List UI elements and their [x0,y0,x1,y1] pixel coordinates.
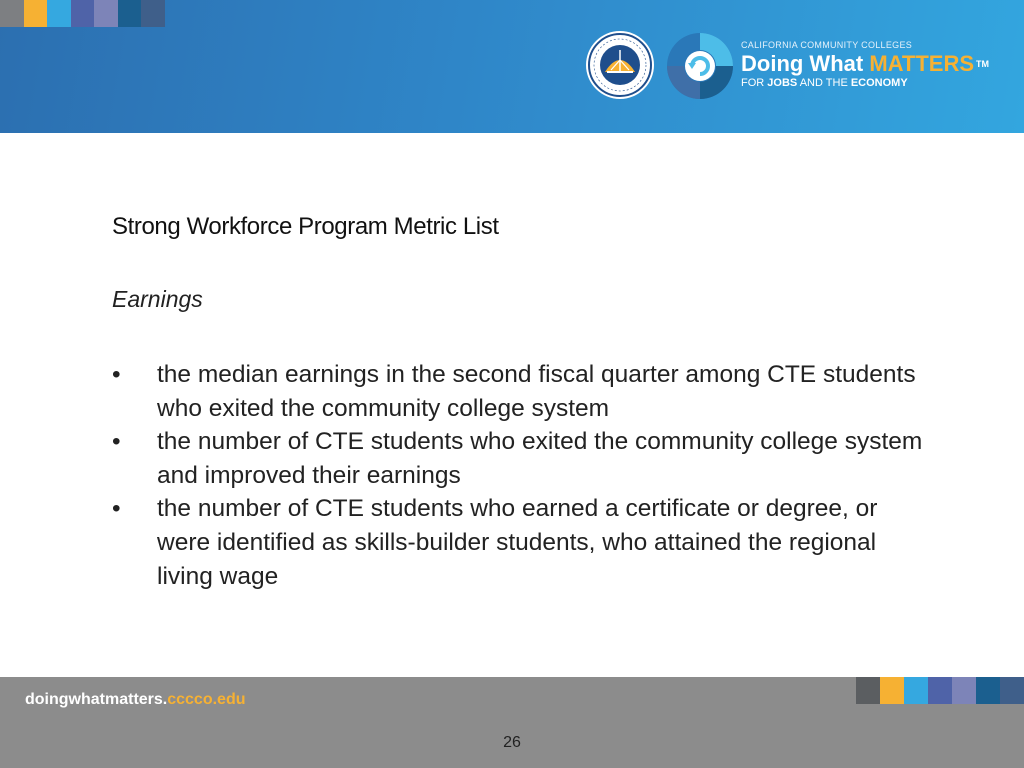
swatch-5 [952,677,976,704]
metric-list [112,358,932,593]
california-community-colleges-seal-icon [585,30,655,100]
brand-main-a: Doing What [741,51,870,76]
bullet-icon: • [112,495,121,523]
brand-sub-jobs: JOBS [767,77,798,89]
bullet-icon: • [112,428,121,456]
footer-url-accent: cccco.edu [167,691,246,708]
doing-what-matters-wordmark [741,40,989,89]
swatch-7 [1000,677,1024,704]
swatch-4 [928,677,952,704]
swatch-7 [141,0,165,27]
footer-url-main: doingwhatmatters. [25,691,168,708]
swatch-1 [856,677,880,704]
brand-main-matters: MATTERS [869,51,975,76]
slide-title: Strong Workforce Program Metric List [112,213,499,240]
swatch-2 [880,677,904,704]
list-item-text: the number of CTE students who earned a certificate or degree, or were identified as skills-builder students, who attained the regional living wage [157,495,878,590]
list-item [112,492,932,593]
footer-url-link[interactable] [25,691,246,709]
list-item [112,358,932,425]
page-number: 26 [503,734,521,751]
list-item-text: the median earnings in the second fiscal quarter among CTE students who exited the community college system [157,361,916,422]
brand-sub-c: AND THE [797,77,851,89]
swatch-4 [71,0,95,27]
swatch-5 [94,0,118,27]
header-band [0,0,1024,133]
swatch-1 [0,0,24,27]
header-color-swatches [0,0,165,27]
brand-main-line [741,51,989,77]
swatch-3 [47,0,71,27]
brand-sub-a: FOR [741,77,768,89]
swatch-6 [118,0,142,27]
brand-trademark: TM [976,59,990,69]
swatch-6 [976,677,1000,704]
list-item [112,425,932,492]
footer-color-swatches [856,677,1024,704]
footer-band [0,677,1024,768]
brand-top-line: CALIFORNIA COMMUNITY COLLEGES [741,40,913,50]
section-heading: Earnings [112,286,203,312]
swatch-3 [904,677,928,704]
doing-what-matters-logo-icon [666,32,734,100]
list-item-text: the number of CTE students who exited the community college system and improved their earnings [157,428,923,489]
bullet-icon: • [112,361,121,388]
brand-sub-line [741,77,989,89]
brand-sub-economy: ECONOMY [850,77,908,89]
swatch-2 [24,0,48,27]
